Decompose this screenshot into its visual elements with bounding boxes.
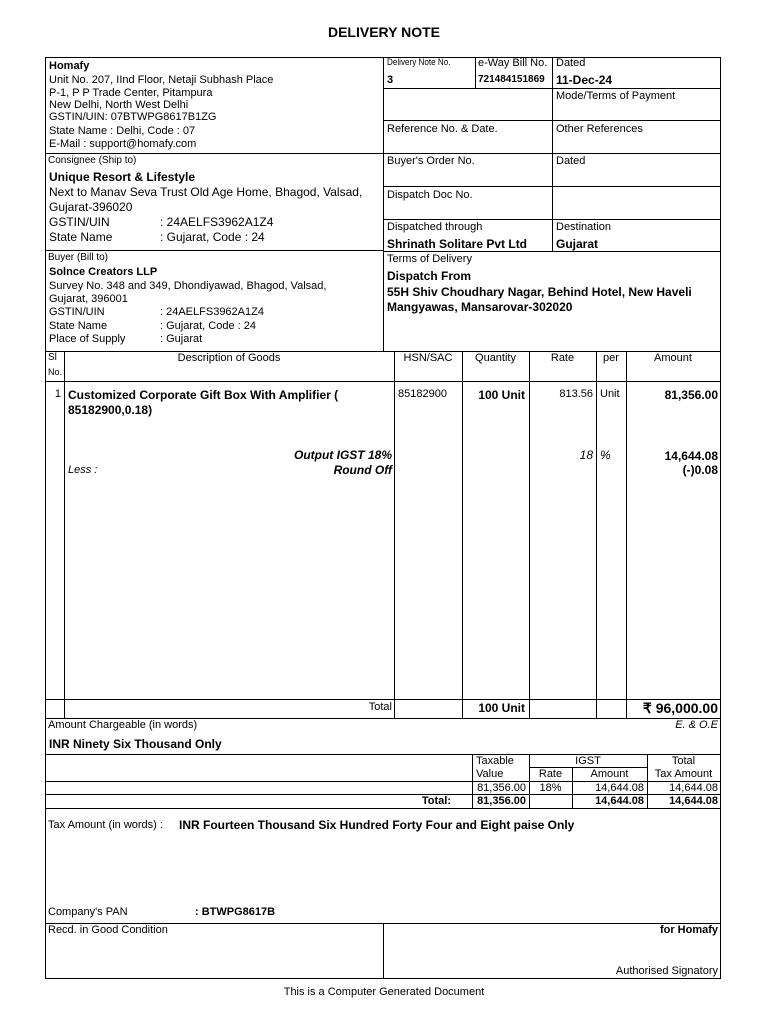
dispatch-from-label: Dispatch From	[387, 269, 472, 283]
col-sl: Sl	[48, 352, 57, 363]
computer-generated-note: This is a Computer Generated Document	[283, 986, 485, 998]
col-rate: Rate	[550, 352, 575, 364]
item-description: Customized Corporate Gift Box With Amplifier (	[68, 388, 339, 402]
seller-line: Unit No. 207, IInd Floor, Netaji Subhash Place	[49, 74, 274, 86]
igst-rate: 18	[579, 448, 593, 462]
igst-per: %	[600, 448, 611, 462]
item-sl: 1	[54, 388, 61, 400]
igst-amount: 14,644.08	[664, 449, 718, 463]
total-label: Total	[368, 701, 392, 713]
totals-taxable: 81,356.00	[477, 795, 526, 807]
consignee-name: Unique Resort & Lifestyle	[49, 170, 196, 184]
consignee-state-value: : Gujarat, Code : 24	[160, 230, 265, 244]
total-amount: ₹ 96,000.00	[642, 700, 718, 716]
item-rate: 813.56	[559, 388, 593, 400]
dispatch-from-address: Mangyawas, Mansarovar-302020	[387, 300, 573, 314]
consignee-address: Gujarat-396020	[49, 200, 133, 214]
buyer-heading: Buyer (Bill to)	[48, 252, 109, 263]
seller-line: New Delhi, North West Delhi	[49, 99, 189, 111]
destination-label: Destination	[556, 221, 612, 233]
row-taxable: 81,356.00	[477, 782, 526, 794]
item-amount: 81,356.00	[664, 388, 718, 402]
authorised-signatory: Authorised Signatory	[615, 965, 718, 977]
tax-words-value: INR Fourteen Thousand Six Hundred Forty Four and Eight paise Only	[179, 818, 575, 832]
consignee-state-label: State Name	[49, 230, 113, 244]
amount-words-value: INR Ninety Six Thousand Only	[49, 737, 222, 751]
col-quantity: Quantity	[475, 352, 516, 364]
buyer-state-value: : Gujarat, Code : 24	[160, 320, 256, 332]
mode-terms-label: Mode/Terms of Payment	[556, 90, 676, 102]
for-company: for Homafy	[659, 924, 718, 936]
dispatched-through-label: Dispatched through	[387, 221, 483, 233]
item-hsn: 85182900	[398, 388, 447, 400]
document-title: DELIVERY NOTE	[327, 24, 441, 40]
igst-label: Output IGST 18%	[293, 448, 392, 462]
consignee-heading: Consignee (Ship to)	[48, 155, 137, 166]
buyer-address: Gujarat, 396001	[49, 293, 128, 305]
igst-header: IGST	[575, 755, 601, 767]
buyer-address: Survey No. 348 and 349, Dhondiyawad, Bhagod, Valsad,	[49, 280, 327, 292]
buyer-gstin-label: GSTIN/UIN	[49, 306, 105, 318]
buyer-order-label: Buyer's Order No.	[387, 155, 475, 167]
delivery-note-no-label: Delivery Note No.	[387, 57, 451, 67]
seller-line: GSTIN/UIN: 07BTWPG8617B1ZG	[49, 111, 217, 123]
col-amount: Amount	[654, 352, 692, 364]
item-description: 85182900,0.18)	[68, 403, 153, 417]
col-per: per	[603, 352, 619, 364]
rate-header: Rate	[538, 768, 563, 780]
dated-value: 11-Dec-24	[556, 73, 613, 87]
seller-name: Homafy	[49, 60, 90, 72]
delivery-note-no: 3	[387, 74, 394, 86]
total-quantity: 100 Unit	[478, 701, 525, 715]
destination-value: Gujarat	[556, 237, 599, 251]
eway-label: e-Way Bill No.	[478, 57, 548, 69]
buyer-gstin-value: : 24AELFS3962A1Z4	[160, 306, 264, 318]
totals-label: Total:	[421, 795, 451, 807]
totals-amount: 14,644.08	[595, 795, 644, 807]
dispatch-doc-label: Dispatch Doc No.	[387, 189, 473, 201]
col-hsn: HSN/SAC	[403, 352, 453, 364]
buyer-pos-label: Place of Supply	[49, 333, 126, 345]
seller-line: State Name : Delhi, Code : 07	[49, 125, 196, 137]
buyer-name: Solnce Creators LLP	[49, 266, 158, 278]
buyer-state-label: State Name	[49, 320, 108, 332]
less-label: Less :	[68, 464, 98, 476]
consignee-address: Next to Manav Seva Trust Old Age Home, Bhagod, Valsad,	[49, 185, 363, 199]
eoe-label: E. & O.E	[675, 719, 718, 731]
row-rate: 18%	[539, 782, 562, 794]
col-description: Description of Goods	[177, 352, 281, 364]
reference-label: Reference No. & Date.	[387, 123, 498, 135]
other-references-label: Other References	[556, 123, 643, 135]
roundoff-label: Round Off	[333, 463, 392, 477]
buyer-pos-value: : Gujarat	[160, 333, 203, 345]
totals-total: 14,644.08	[669, 795, 718, 807]
seller-line: E-Mail : support@homafy.com	[49, 138, 197, 150]
roundoff-amount: (-)0.08	[682, 463, 718, 477]
col-no: No.	[48, 367, 63, 377]
item-quantity: 100 Unit	[478, 388, 525, 402]
dispatch-from-address: 55H Shiv Choudhary Nagar, Behind Hotel, New Haveli	[387, 285, 692, 299]
eway-no: 721484151869	[478, 74, 545, 85]
row-total: 14,644.08	[669, 782, 718, 794]
recd-good-condition: Recd. in Good Condition	[48, 924, 168, 936]
dated2-label: Dated	[556, 155, 586, 167]
taxable-label: Taxable	[476, 755, 514, 767]
terms-of-delivery-label: Terms of Delivery	[387, 253, 472, 265]
seller-line: P-1, P P Trade Center, Pitampura	[49, 87, 213, 99]
dated-label: Dated	[556, 57, 586, 69]
pan-label: Company's PAN	[48, 906, 128, 918]
pan-value: : BTWPG8617B	[195, 906, 276, 918]
dispatched-through-value: Shrinath Solitare Pvt Ltd	[387, 237, 528, 251]
amount-header: Amount	[590, 768, 629, 780]
consignee-gstin-value: : 24AELFS3962A1Z4	[160, 215, 274, 229]
taxable-label: Value	[476, 768, 504, 780]
consignee-gstin-label: GSTIN/UIN	[49, 215, 110, 229]
item-per: Unit	[600, 388, 620, 400]
tax-words-label: Tax Amount (in words) :	[48, 819, 163, 831]
row-amount: 14,644.08	[595, 782, 644, 794]
total-tax-header: Total	[671, 755, 696, 767]
amount-words-label: Amount Chargeable (in words)	[48, 719, 198, 731]
total-tax-header: Tax Amount	[654, 768, 713, 780]
